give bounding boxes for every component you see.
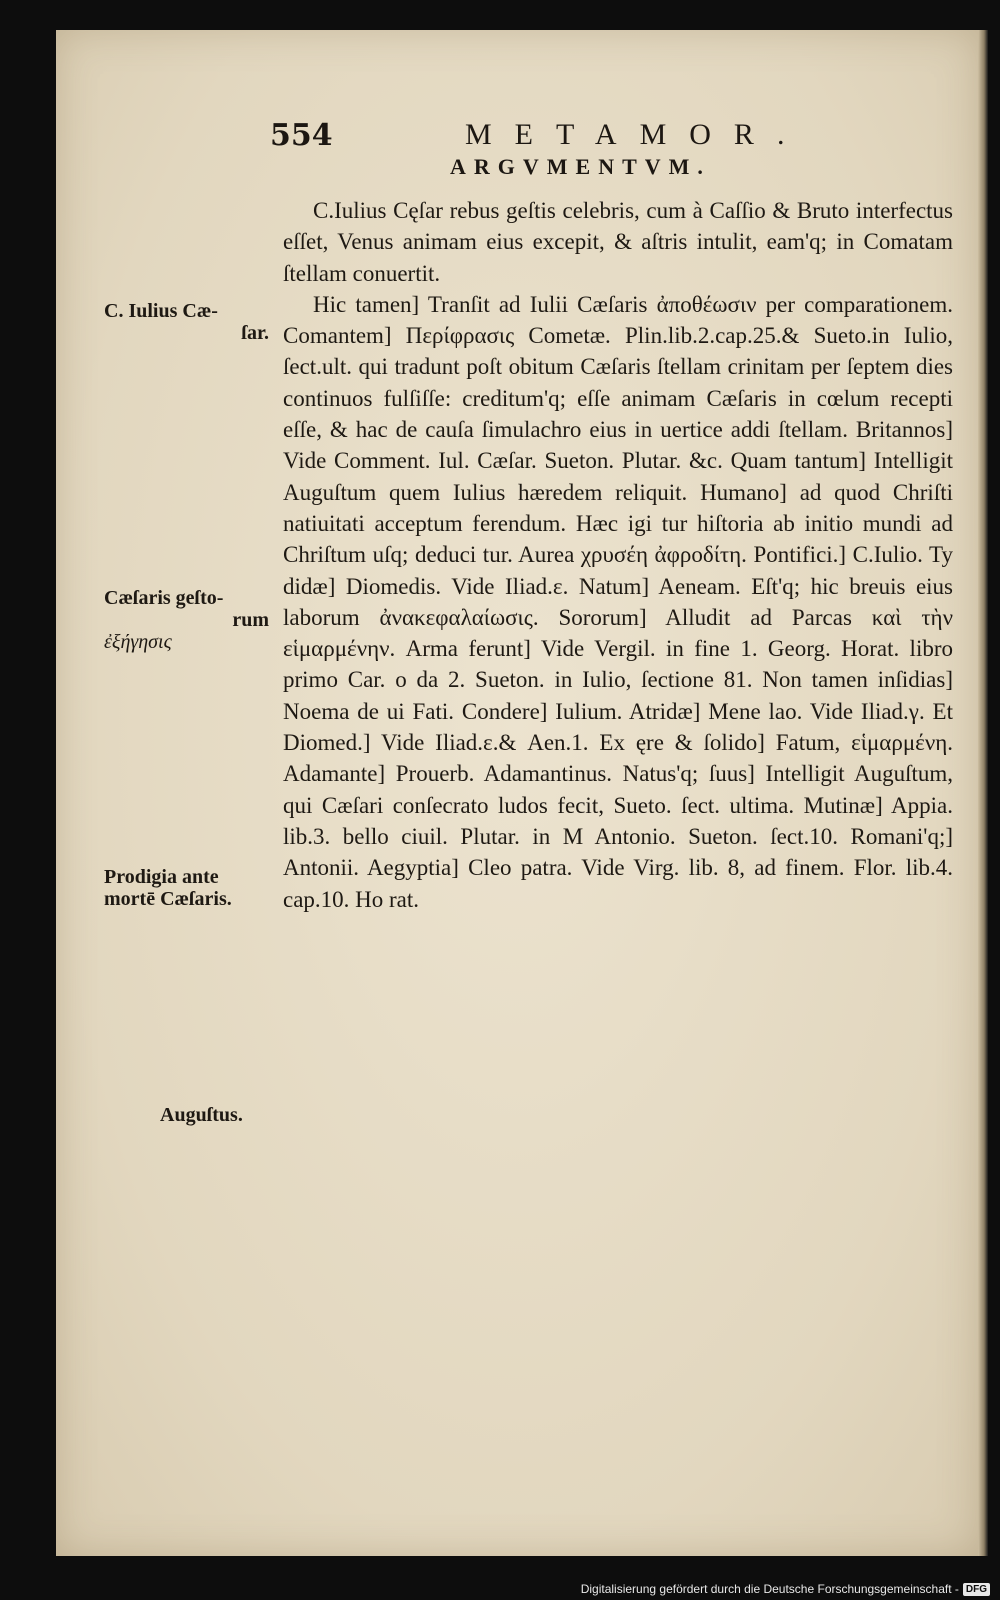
margin-note-iulius: C. Iulius Cæ- ſar. <box>104 300 269 344</box>
argument-paragraph: C.Iulius Cęſar rebus geſtis celebris, cum à Caſſio & Bruto interfectus eſſet, Venus animam eius excepit, & aſtris intulit, eam'q; in Comatam ſtellam conuertit. <box>283 198 953 286</box>
commentary-text <box>283 195 953 915</box>
digitization-credit <box>581 1582 990 1596</box>
margin-note-augustus: Auguſtus. <box>160 1104 243 1126</box>
credit-text: Digitalisierung gefördert durch die Deutsche Forschungsgemeinschaft - <box>580 1582 959 1596</box>
commentary-paragraph: Hic tamen] Tranſit ad Iulii Cæſaris ἀποθέωσιν per comparationem. Comantem] Περίφρασις Cometæ. Plin.lib.2.cap.25.& Sueto.in Iulio, ſect.ult. qui tradunt poſt obitum Cæſaris ſtellam crinitam per ſeptem dies continuos fulſiſſe: creditum'q; eſſe animam Cæſaris in cœlum recepti eſſe, & hac de cauſa ſimulachro eius in uertice addi ſtellam. Britannos] Vide Comment. Iul. Cæſar. Sueton. Plutar. &c. Quam tantum] Intelligit Auguſtum quem Iulius hæredem reliquit. Humano] ad quod Chriſti natiuitati acceptum ferendum. Hæc igi tur hiſtoria ab initio mundi ad Chriſtum uſq; deduci tur. Aurea χρυσέη ἀφροδίτη. Pontifici.] C.Iulio. Ty didæ] Diomedis. Vide Iliad.ε. Natum] Aeneam. Eſt'q; hic breuis eius laborum ἀνακεφαλαίωσις. Sororum] Alludit ad Parcas καὶ τὴν εἱμαρμένην. Arma ferunt] Vide Vergil. in fine 1. Georg. Horat. libro primo Car. o da 2. Sueton. in Iulio, ſectione 81. Non tamen inſidias] Noema de ui Fati. Condere] Iulium. Atridæ] Mene lao. Vide Iliad.γ. Et Diomed.] Vide Iliad.ε.& Aen.1. Ex ęre & ſolido] Fatum, εἱμαρμένη. Adamante] Prouerb. Adamantinus. Natus'q; ſuus] Intelligit Auguſtum, qui Cæſari conſecrato ludos fecit, Sueto. ſect. ultima. Mutinæ] Appia. lib.3. bello ciuil. Plutar. in M Antonio. Sueton. ſect.10. Romani'q;] Antonii. Aegyptia] Cleo patra. Vide Virg. lib. 8, ad finem. Flor. lib.4. cap.10. Ho rat. <box>283 291 953 912</box>
page-edge <box>978 30 988 1556</box>
page-number: 554 <box>270 118 333 153</box>
page-header <box>270 118 970 188</box>
dfg-logo: DFG <box>963 1583 990 1596</box>
section-title: ARGVMENTVM. <box>450 154 711 179</box>
running-title: METAMOR. <box>465 118 808 151</box>
margin-note-gestorum: Cæſaris geſto- rum ἐξήγησις <box>104 587 269 653</box>
margin-note-prodigia: Prodigia ante mortē Cæſaris. <box>104 866 232 910</box>
